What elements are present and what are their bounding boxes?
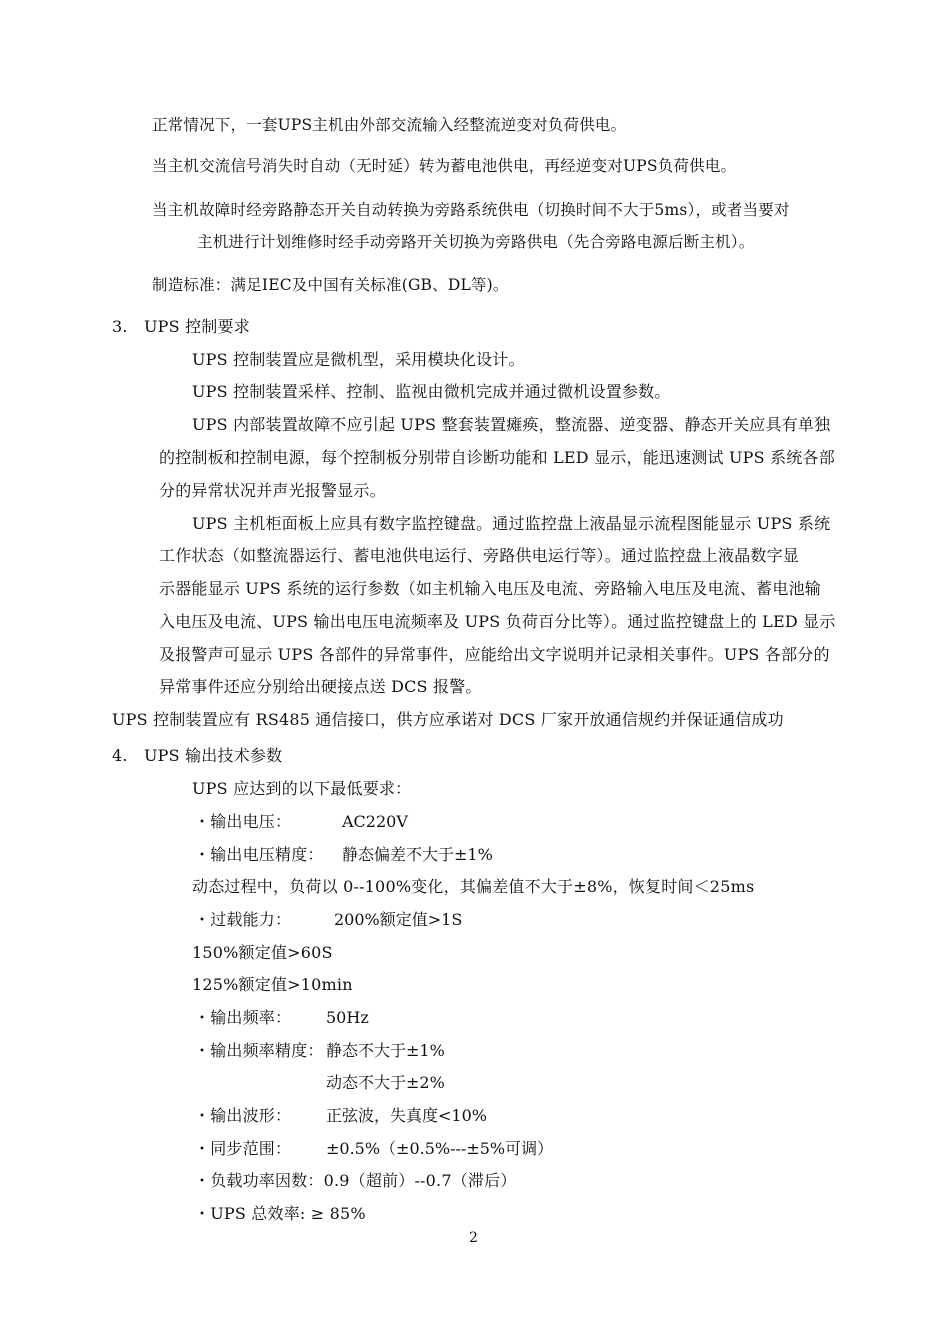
frequency-accuracy-dynamic: 动态不大于±2% xyxy=(326,1073,445,1092)
section-3-paragraph-4-line-6: 异常事件还应分别给出硬接点送 DCS 报警。 xyxy=(159,677,482,696)
output-voltage-value: AC220V xyxy=(342,812,408,831)
section-3-paragraph-4-line-4: 入电压及电流、UPS 输出电压电流频率及 UPS 负荷百分比等）。通过监控键盘上的 LED 显示 xyxy=(159,612,836,631)
section-4-intro: UPS 应达到的以下最低要求： xyxy=(192,779,412,798)
voltage-accuracy-label: ・输出电压精度： xyxy=(194,845,324,864)
intro-paragraph-3-line-2: 主机进行计划维修时经手动旁路开关切换为旁路供电（先合旁路电源后断主机）。 xyxy=(197,233,755,251)
output-frequency-label: ・输出频率： xyxy=(194,1008,292,1027)
section-3-paragraph-4-line-2: 工作状态（如整流器运行、蓄电池供电运行、旁路供电运行等）。通过监控盘上液晶数字显 xyxy=(159,546,800,565)
load-power-factor: ・负载功率因数：0.9（超前）--0.7（滞后） xyxy=(194,1171,517,1190)
section-3-paragraph-3-line-3: 分的异常状况并声光报警显示。 xyxy=(159,481,386,500)
section-4-number: 4. xyxy=(112,746,128,765)
section-3-paragraph-1: UPS 控制装置应是微机型，采用模块化设计。 xyxy=(192,350,525,369)
intro-paragraph-4: 制造标准：满足IEC及中国有关标准(GB、DL等)。 xyxy=(152,276,509,294)
frequency-accuracy-static: 静态不大于±1% xyxy=(326,1041,445,1060)
section-3-paragraph-4-line-5: 及报警声可显示 UPS 各部件的异常事件，应能给出文字说明并记录相关事件。UPS 各部分的 xyxy=(159,645,830,664)
output-waveform-value: 正弦波，失真度<10% xyxy=(326,1106,487,1125)
section-3-paragraph-3-line-1: UPS 内部装置故障不应引起 UPS 整套装置瘫痪，整流器、逆变器、静态开关应具有单独 xyxy=(192,415,831,434)
section-3-number: 3. xyxy=(112,317,128,336)
output-frequency-value: 50Hz xyxy=(326,1008,369,1027)
overload-value-2: 150%额定值>60S xyxy=(192,943,333,962)
section-3-paragraph-5: UPS 控制装置应有 RS485 通信接口，供方应承诺对 DCS 厂家开放通信规约并保证通信成功 xyxy=(112,710,784,729)
sync-range-value: ±0.5%（±0.5%---±5%可调） xyxy=(326,1139,554,1158)
section-4-heading: UPS 输出技术参数 xyxy=(144,746,283,765)
overload-value: 200%额定值>1S xyxy=(334,910,463,929)
output-waveform-label: ・输出波形： xyxy=(194,1106,292,1125)
overload-value-3: 125%额定值>10min xyxy=(192,975,353,994)
intro-paragraph-3-line-1: 当主机故障时经旁路静态开关自动转换为旁路系统供电（切换时间不大于5ms），或者当要对 xyxy=(152,201,790,219)
ups-total-efficiency: ・UPS 总效率: ≥ 85% xyxy=(194,1204,366,1223)
output-voltage-label: ・输出电压： xyxy=(194,812,292,831)
overload-label: ・过载能力： xyxy=(194,910,292,929)
dynamic-process-text: 动态过程中，负荷以 0--100%变化，其偏差值不大于±8%，恢复时间＜25ms xyxy=(192,877,755,896)
voltage-accuracy-value: 静态偏差不大于±1% xyxy=(342,845,493,864)
frequency-accuracy-label: ・输出频率精度： xyxy=(194,1041,324,1060)
section-3-paragraph-3-line-2: 的控制板和控制电源，每个控制板分别带自诊断功能和 LED 显示，能迅速测试 UPS 系统各部 xyxy=(159,448,835,467)
intro-paragraph-2: 当主机交流信号消失时自动（无时延）转为蓄电池供电，再经逆变对UPS负荷供电。 xyxy=(152,157,737,175)
section-3-heading: UPS 控制要求 xyxy=(144,317,250,336)
intro-paragraph-1: 正常情况下，一套UPS主机由外部交流输入经整流逆变对负荷供电。 xyxy=(152,116,627,134)
page-number: 2 xyxy=(469,1230,478,1246)
section-3-paragraph-4-line-1: UPS 主机柜面板上应具有数字监控键盘。通过监控盘上液晶显示流程图能显示 UPS 系统 xyxy=(192,514,831,533)
section-3-paragraph-2: UPS 控制装置采样、控制、监视由微机完成并通过微机设置参数。 xyxy=(192,382,671,401)
sync-range-label: ・同步范围： xyxy=(194,1139,292,1158)
section-3-paragraph-4-line-3: 示器能显示 UPS 系统的运行参数（如主机输入电压及电流、旁路输入电压及电流、蓄电池输 xyxy=(159,579,821,598)
